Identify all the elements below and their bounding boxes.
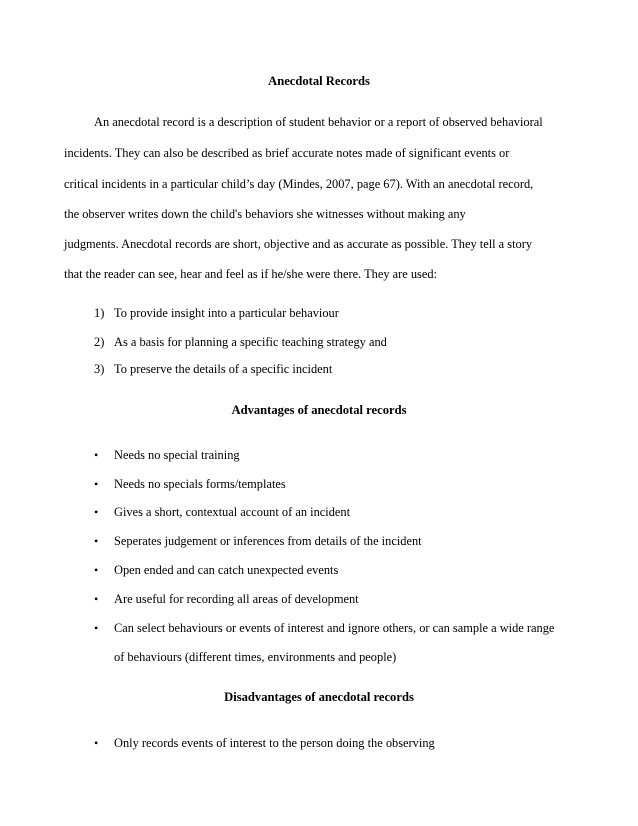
advantages-heading: Advantages of anecdotal records [231,403,407,417]
advantage-item-continuation: of behaviours (different times, environments and people) [114,650,397,664]
bullet-icon: • [94,534,99,548]
list-item-text: As a basis for planning a specific teaching strategy and [114,335,387,349]
bullet-icon: • [94,621,99,635]
intro-line-6: that the reader can see, hear and feel as if he/she were there. They are used: [64,267,438,281]
bullet-text: Needs no special training [114,448,240,462]
bullet-icon: • [94,736,99,750]
intro-line-5: judgments. Anecdotal records are short, objective and as accurate as possible. They tell a story [64,237,533,251]
bullet-text: Only records events of interest to the person doing the observing [114,736,435,750]
bullet-text: Gives a short, contextual account of an incident [114,505,351,519]
intro-line-4: the observer writes down the child's behaviors she witnesses without making any [64,207,466,221]
bullet-text: Open ended and can catch unexpected events [114,563,339,577]
intro-line-2: incidents. They can also be described as brief accurate notes made of significant events or [64,146,510,160]
bullet-text: Needs no specials forms/templates [114,477,286,491]
uses-list-item [94,305,339,321]
list-number: 2) [94,335,105,349]
intro-line-3: critical incidents in a particular child’s day (Mindes, 2007, page 67). With an anecdotal record, [64,177,534,191]
list-item-text: To provide insight into a particular behaviour [114,306,339,320]
bullet-icon: • [94,448,99,462]
bullet-text: Are useful for recording all areas of development [114,592,359,606]
disadvantages-heading: Disadvantages of anecdotal records [224,690,414,704]
uses-list-item [94,361,333,377]
bullet-icon: • [94,505,99,519]
bullet-text: Seperates judgement or inferences from details of the incident [114,534,422,548]
page-title: Anecdotal Records [268,74,370,88]
intro-line-1: An anecdotal record is a description of student behavior or a report of observed behavioral [94,115,543,129]
bullet-icon: • [94,563,99,577]
bullet-icon: • [94,477,99,491]
bullet-icon: • [94,592,99,606]
list-number: 3) [94,362,105,376]
uses-list-item [94,334,387,350]
list-number: 1) [94,306,105,320]
list-item-text: To preserve the details of a specific incident [114,362,333,376]
bullet-text: Can select behaviours or events of interest and ignore others, or can sample a wide range [114,621,555,635]
